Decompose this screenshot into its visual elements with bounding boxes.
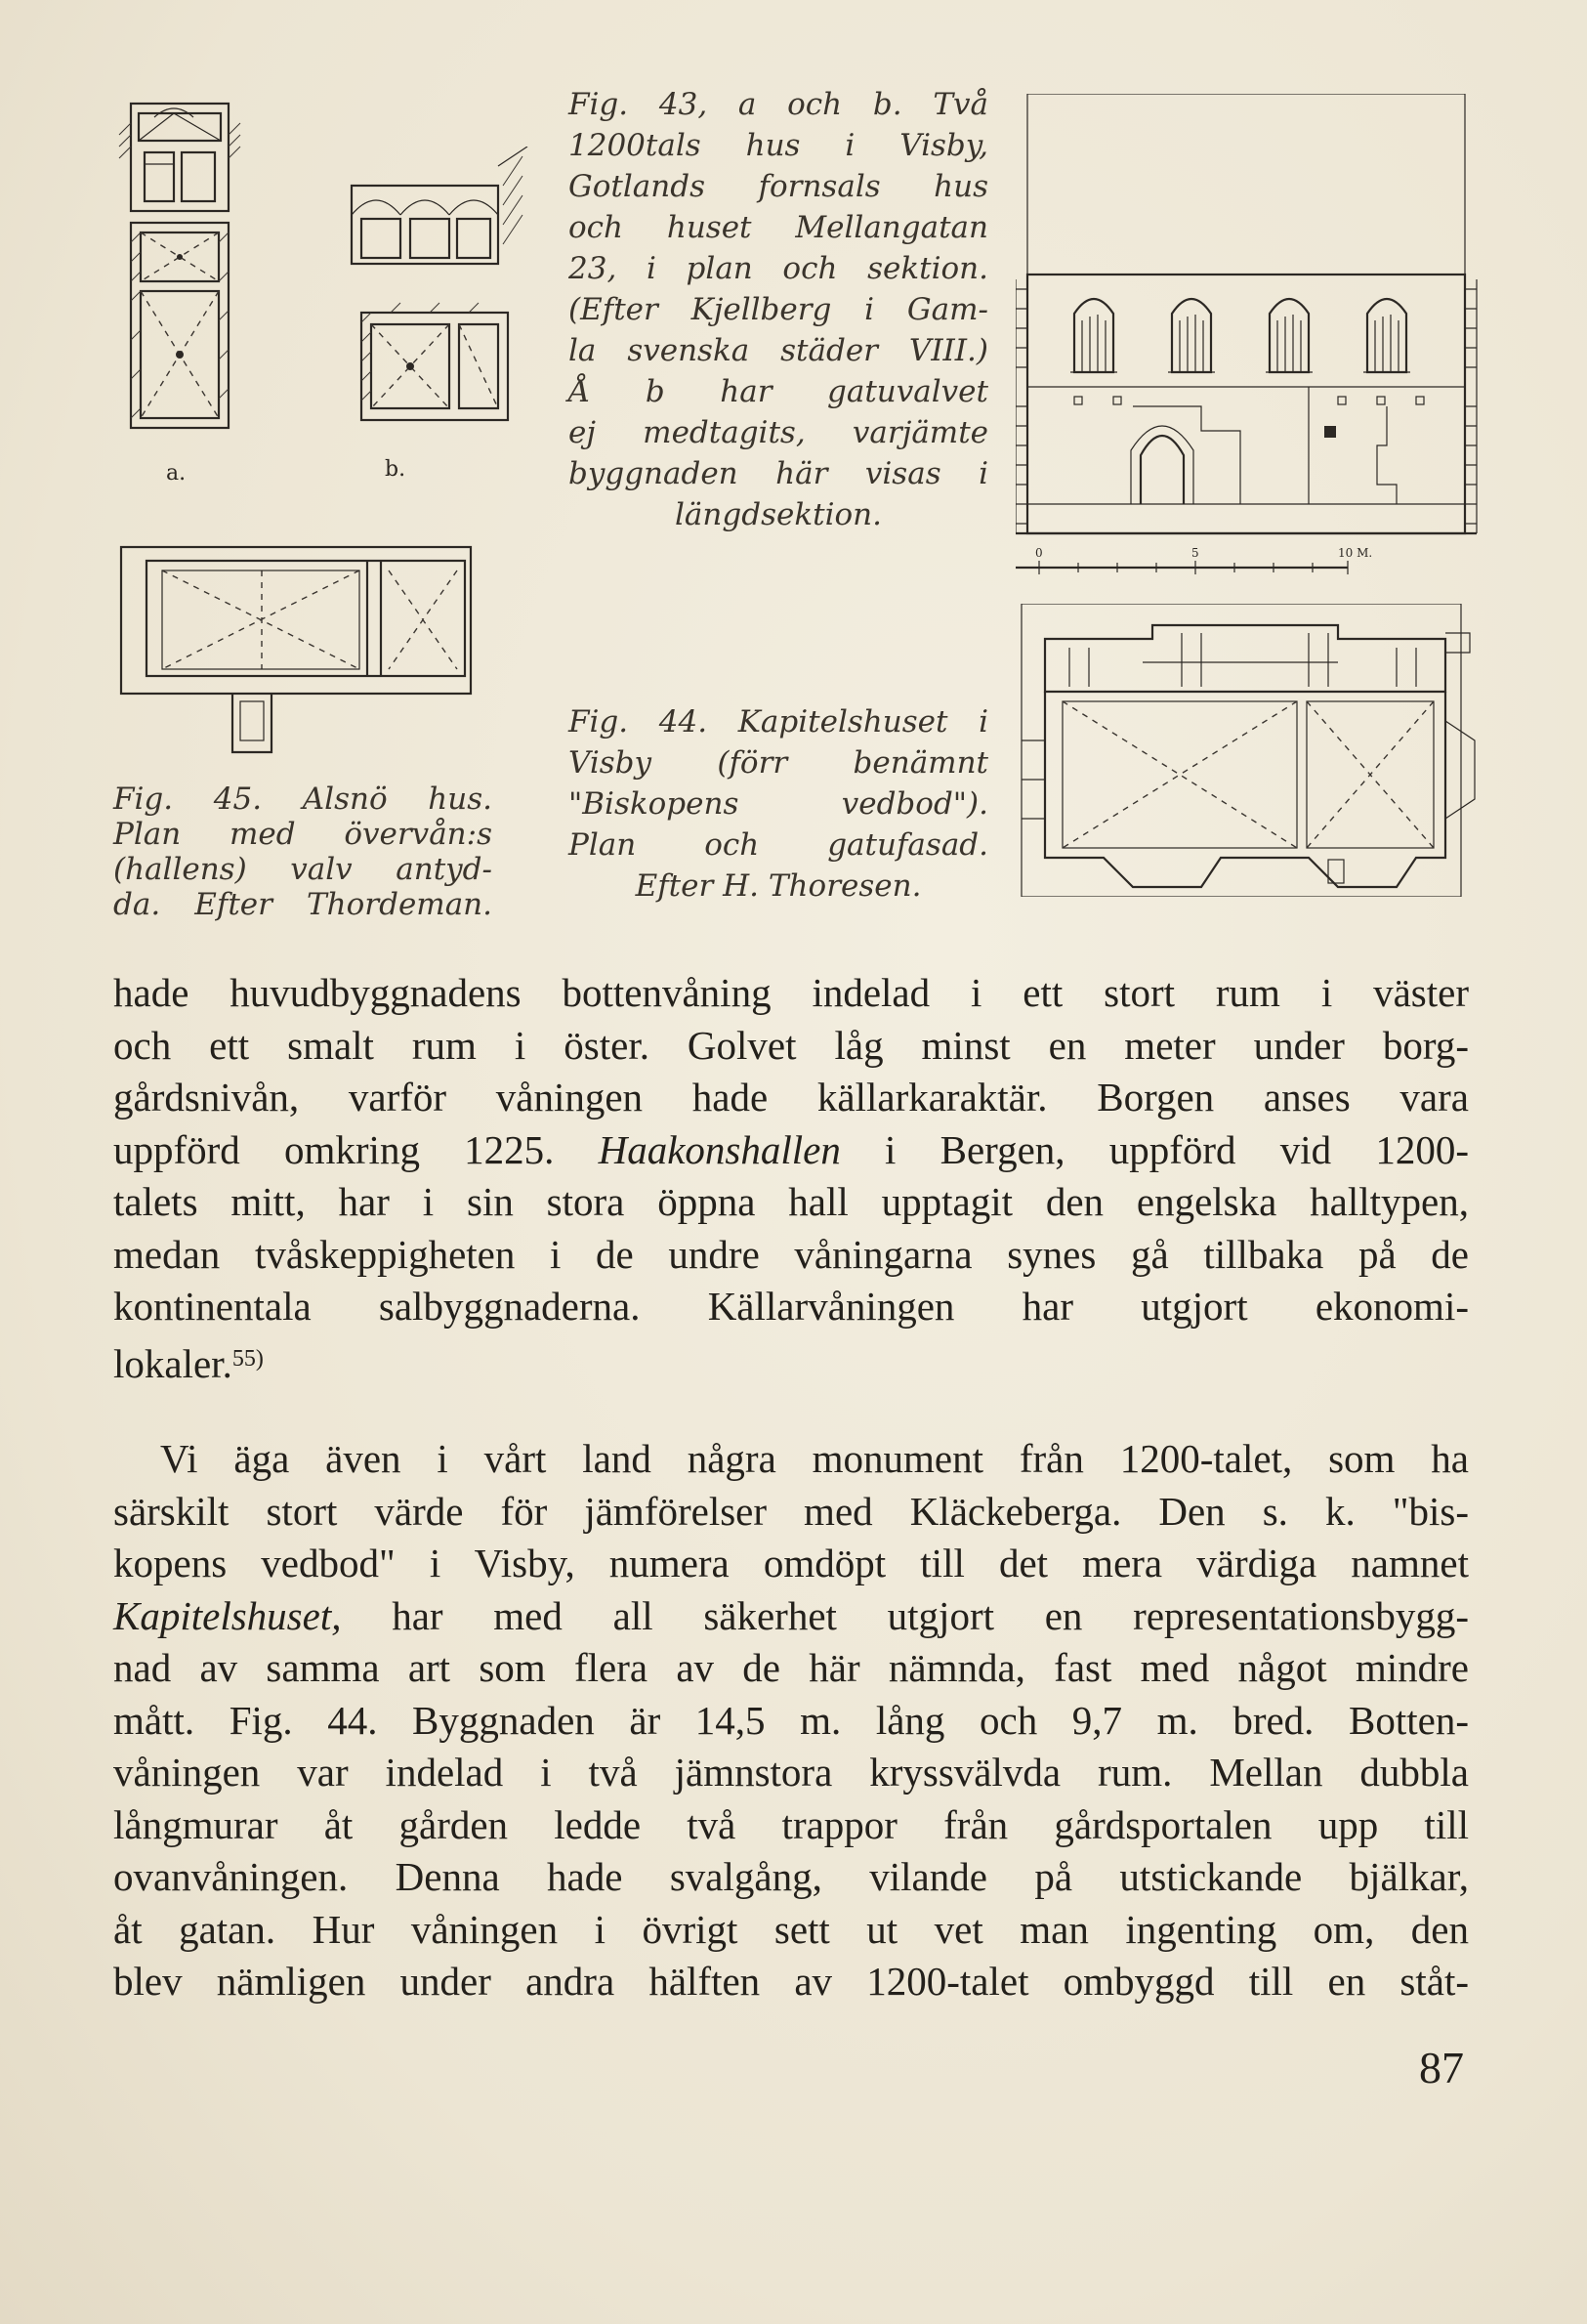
paragraph-1 bbox=[113, 967, 1469, 1385]
paragraph-line: kopens vedbod" i Visby, numera omdöpt till det mera värdiga namnet bbox=[113, 1541, 1469, 1585]
paragraph-line: nad av samma art som flera av de här nämnda, fast med något mindre bbox=[113, 1645, 1469, 1690]
paragraph-line: långmurar åt gården ledde två trappor från gårdsportalen upp till bbox=[113, 1801, 1469, 1847]
scale-label-10: 10 M. bbox=[1338, 546, 1373, 560]
fig44-caption-line: Plan och gatufasad. bbox=[568, 827, 988, 863]
fig43-caption-line: byggnaden här visas i bbox=[568, 456, 988, 491]
fig43-label-a: a. bbox=[166, 461, 187, 486]
fig43-caption-line: och huset Mellangatan bbox=[568, 210, 988, 245]
fig43a-drawing bbox=[115, 96, 242, 438]
fig45-caption bbox=[113, 782, 492, 922]
fig43b-drawing bbox=[332, 147, 537, 440]
paragraph-line bbox=[113, 1333, 1469, 1386]
fig43-label-b: b. bbox=[385, 457, 406, 482]
fig43-caption bbox=[568, 84, 988, 535]
footnote-ref-55[interactable]: 55) bbox=[231, 1345, 264, 1372]
fig43-caption-line: Fig. 43, a och b. Två bbox=[568, 87, 988, 122]
italic-term: Kapitelshuset, bbox=[113, 1592, 342, 1638]
fig43-caption-line: ej medtagits, varjämte bbox=[568, 415, 988, 450]
fig43-caption-line: (Efter Kjellberg i Gam- bbox=[568, 292, 988, 327]
paragraph-line-kapitelshuset: Kapitelshuset, har med all säkerhet utgjort en representationsbygg- bbox=[113, 1592, 1469, 1638]
paragraph-line: och ett smalt rum i öster. Golvet låg minst en meter under borg- bbox=[113, 1022, 1469, 1068]
paragraph-line: ovanvåningen. Denna hade svalgång, vilande på utstickande bjälkar, bbox=[113, 1854, 1469, 1899]
fig44-caption-line: Visby (förr benämnt bbox=[568, 745, 988, 781]
paragraph-line: Vi äga även i vårt land några monument från 1200-talet, som ha bbox=[160, 1436, 1469, 1481]
fig45-caption-line: (hallens) valv antyd- bbox=[113, 852, 492, 887]
paragraph-line: våningen var indelad i två jämnstora kryssvälvda rum. Mellan dubbla bbox=[113, 1750, 1469, 1795]
paragraph-line: gårdsnivån, varför våningen hade källarkaraktär. Borgen anses vara bbox=[113, 1075, 1469, 1120]
paragraph-line-haakonshallen: uppförd omkring 1225. Haakonshallen i Bergen, uppförd vid 1200- bbox=[113, 1126, 1469, 1172]
fig43-caption-line: Gotlands fornsals hus bbox=[568, 169, 988, 204]
fig43-caption-line: la svenska städer VIII.) bbox=[568, 333, 988, 368]
paragraph-line: hade huvudbyggnadens bottenvåning indelad i ett stort rum i väster bbox=[113, 970, 1469, 1015]
fig44-caption-line: Efter H. Thoresen. bbox=[635, 868, 922, 904]
fig44-plan-drawing bbox=[1016, 604, 1484, 897]
fig43-caption-line: Å b har gatuvalvet bbox=[568, 374, 988, 409]
paragraph-2 bbox=[113, 1433, 1469, 2008]
paragraph-line: medan tvåskeppigheten i de undre våningarna synes gå tillbaka på de bbox=[113, 1231, 1469, 1277]
paragraph-line: mått. Fig. 44. Byggnaden är 14,5 m. lång och 9,7 m. bred. Botten- bbox=[113, 1697, 1469, 1743]
fig45-caption-line: Plan med övervån:s bbox=[113, 817, 492, 852]
paragraph-line: talets mitt, har i sin stora öppna hall upptagit den engelska halltypen, bbox=[113, 1179, 1469, 1224]
fig43-caption-line: 1200tals hus i Visby, bbox=[568, 128, 988, 163]
fig45-caption-line: Fig. 45. Alsnö hus. bbox=[113, 782, 492, 817]
fig45-drawing bbox=[115, 528, 477, 772]
paragraph-line: kontinentala salbyggnaderna. Källarvåningen har utgjort ekonomi- bbox=[113, 1284, 1469, 1329]
paragraph-line: åt gatan. Hur våningen i övrigt sett ut vet man ingenting om, den bbox=[113, 1906, 1469, 1952]
fig45-caption-line: da. Efter Thordeman. bbox=[113, 887, 492, 922]
italic-term: Haakonshallen bbox=[598, 1126, 841, 1172]
facade-windows bbox=[1070, 299, 1410, 372]
scale-label-0: 0 bbox=[1035, 546, 1043, 560]
scale-label-5: 5 bbox=[1191, 546, 1199, 560]
fig44-caption-line: "Biskopens vedbod"). bbox=[568, 786, 988, 822]
fig43-caption-line: längdsektion. bbox=[675, 497, 882, 532]
paragraph-line: blev nämligen under andra hälften av 1200-talet ombyggd till en ståt- bbox=[113, 1959, 1469, 2004]
fig43-caption-line: 23, i plan och sektion. bbox=[568, 251, 988, 286]
page-number: 87 bbox=[1419, 2043, 1464, 2092]
fig44-caption bbox=[568, 701, 988, 907]
fig44-facade-drawing bbox=[1016, 94, 1484, 582]
fig44-caption-line: Fig. 44. Kapitelshuset i bbox=[568, 704, 988, 739]
paragraph-line-text: lokaler. bbox=[113, 1340, 232, 1386]
paragraph-line: särskilt stort värde för jämförelser med Kläckeberga. Den s. k. "bis- bbox=[113, 1488, 1469, 1534]
